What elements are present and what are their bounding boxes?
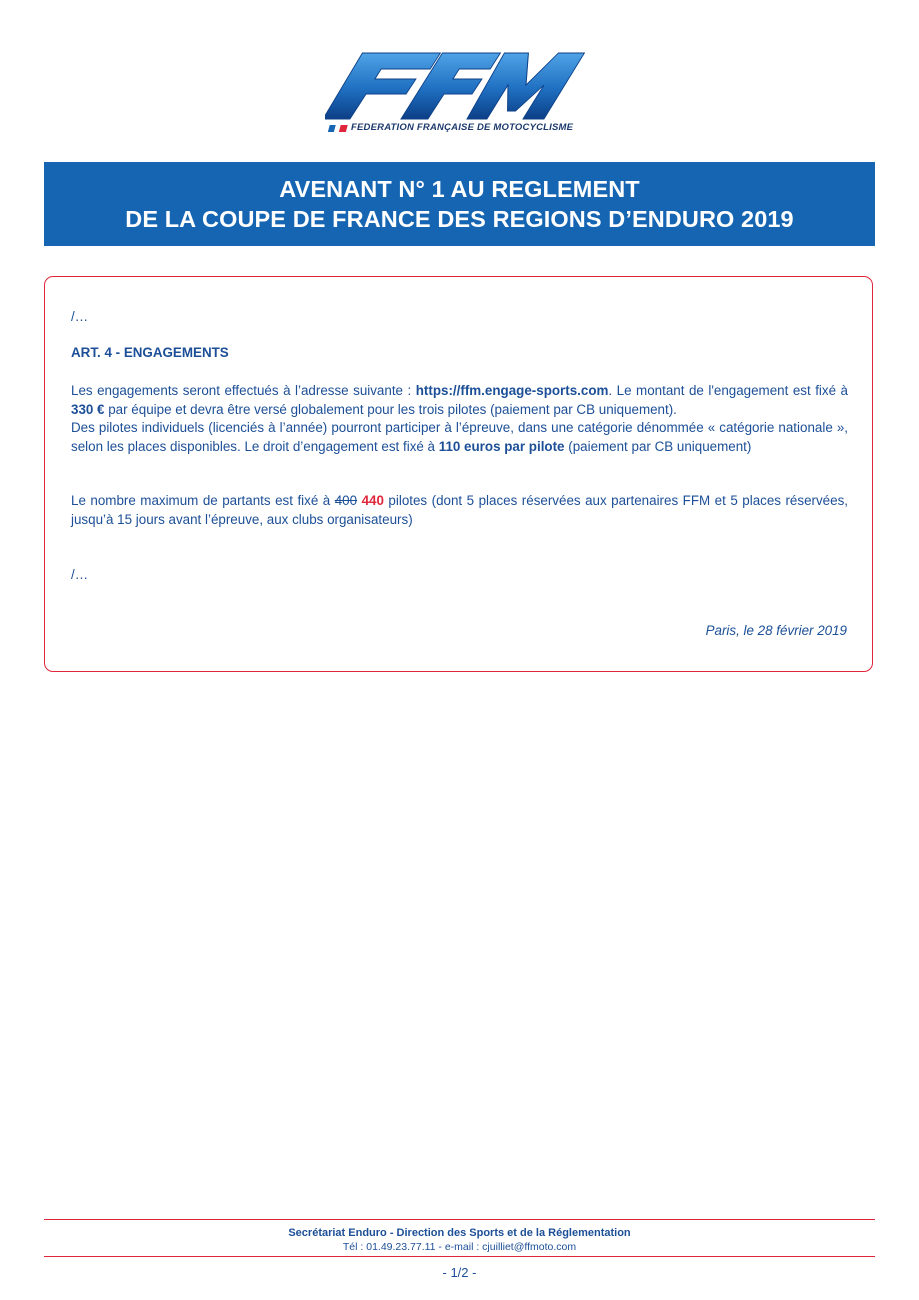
team-fee: 330 € xyxy=(71,401,105,417)
title-line-1: AVENANT N° 1 AU REGLEMENT xyxy=(279,176,640,202)
paragraph-max-starters xyxy=(71,492,848,529)
article-title: ART. 4 - ENGAGEMENTS xyxy=(71,345,229,360)
p2-text-1: Des pilotes individuels (licenciés à l’année) pourront participer à l’épreuve, dans une catégorie dénommée « catégorie nationale », selon les places disponibles. Le droit d’engagement est fixé à xyxy=(71,420,848,454)
content-box xyxy=(44,276,873,672)
engagement-url[interactable]: https://ffm.engage-sports.com xyxy=(415,383,609,398)
p2-text-2: (paiement par CB uniquement) xyxy=(564,438,752,454)
signature-date: Paris, le 28 février 2019 xyxy=(705,623,847,638)
logo-tagline: FEDERATION FRANÇAISE DE MOTOCYCLISME xyxy=(351,122,574,133)
p1-text-1: Les engagements seront effectués à l’adresse suivante : xyxy=(71,383,416,398)
footer-divider-top xyxy=(44,1219,875,1220)
footer-divider-bottom xyxy=(44,1256,875,1257)
ellipsis-bottom: /… xyxy=(71,567,89,582)
title-line-2: DE LA COUPE DE FRANCE DES REGIONS D’ENDURO 2019 xyxy=(125,206,794,232)
p1-text-2: . Le montant de l'engagement est fixé à xyxy=(608,383,848,398)
p3-text-1: Le nombre maximum de partants est fixé à xyxy=(71,493,335,508)
ffm-logo xyxy=(325,45,595,137)
page-number: - 1/2 - xyxy=(442,1265,477,1280)
flag-icon xyxy=(327,124,351,133)
footer-department: Secrétariat Enduro - Direction des Sports et de la Réglementation xyxy=(288,1227,631,1239)
footer-contact: Tél : 01.49.23.77.11 - e-mail : cjuilliet@ffmoto.com xyxy=(342,1241,577,1253)
p3-text-2: pilotes (dont 5 places réservées aux partenaires FFM et 5 places réservées, jusqu’à 15 jours avant l’épreuve, aux clubs organisateurs) xyxy=(71,493,848,527)
title-banner xyxy=(44,162,875,246)
new-max-value: 440 xyxy=(361,493,384,508)
ffm-logo-mark xyxy=(325,45,595,125)
ellipsis-top: /… xyxy=(71,309,89,324)
old-max-value: 400 xyxy=(334,493,358,508)
pilot-fee: 110 euros par pilote xyxy=(438,438,565,454)
p1-text-3: par équipe et devra être versé globalement pour les trois pilotes (paiement par CB uniquement). xyxy=(104,401,677,417)
paragraph-individual-pilots xyxy=(71,419,848,456)
paragraph-engagements xyxy=(71,382,848,419)
